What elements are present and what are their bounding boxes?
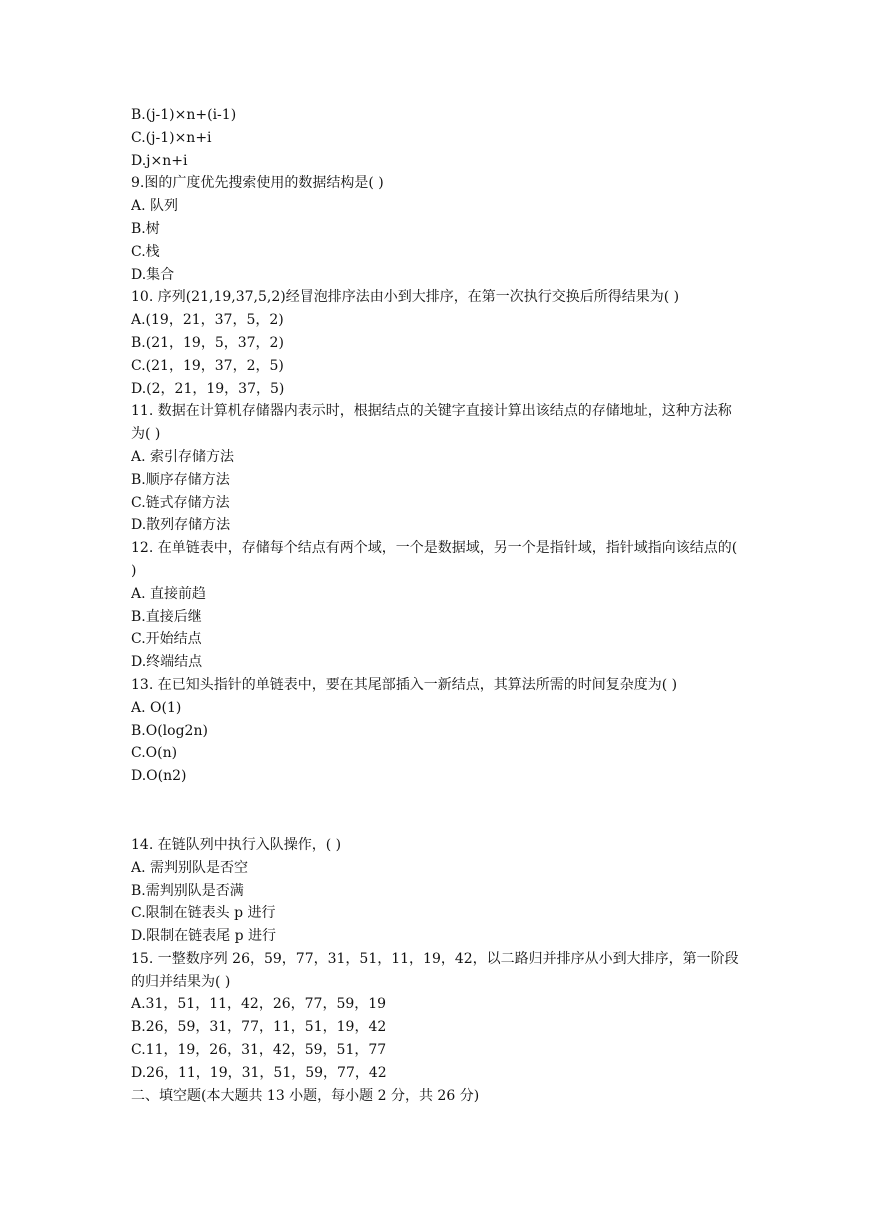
option-text: D.散列存储方法 xyxy=(131,517,231,534)
option-text: A. 直接前趋 xyxy=(131,585,207,602)
question-13 xyxy=(131,674,741,788)
option-text: B.O(log2n) xyxy=(131,722,208,739)
option-text: D.集合 xyxy=(131,266,175,283)
question-9 xyxy=(131,172,741,286)
option-text: B.(21，19，5，37，2) xyxy=(131,334,284,351)
option-text: A. 需判别队是否空 xyxy=(131,859,249,876)
option-group-q8 xyxy=(131,104,741,172)
option-text: C.11，19，26，31，42，59，51，77 xyxy=(131,1042,387,1059)
question-11 xyxy=(131,400,741,537)
question-15 xyxy=(131,948,741,1085)
text-line: B.(j-1)×n+(i-1) xyxy=(131,107,237,123)
option-text: B.树 xyxy=(131,220,160,237)
question-text: 10. 序列(21,19,37,5,2)经冒泡排序法由小到大排序，在第一次执行交换后所得结果为( ) xyxy=(131,289,680,306)
question-14 xyxy=(131,834,741,948)
document-body xyxy=(131,104,741,1107)
option-text: D.O(n2) xyxy=(131,768,187,785)
option-text: C.(21，19，37，2，5) xyxy=(131,357,284,374)
text-line: D.j×n+i xyxy=(131,152,188,169)
option-text: D.(2，21，19，37，5) xyxy=(131,380,285,397)
option-text: B.直接后继 xyxy=(131,608,202,625)
question-text: 14. 在链队列中执行入队操作，( ) xyxy=(131,836,342,853)
option-text: A.(19，21，37，5，2) xyxy=(131,312,284,329)
question-text: 13. 在已知头指针的单链表中，要在其尾部插入一新结点，其算法所需的时间复杂度为( ) xyxy=(131,676,678,693)
question-text: 15. 一整数序列 26，59，77，31，51，11，19，42，以二路归并排序从小到大排序，第一阶段的归并结果为( ) xyxy=(131,950,739,990)
option-text: D.限制在链表尾 p 进行 xyxy=(131,928,277,945)
section-heading: 二、填空题(本大题共 13 小题，每小题 2 分，共 26 分) xyxy=(131,1087,480,1104)
text-line: C.(j-1)×n+i xyxy=(131,129,212,146)
question-text: 11. 数据在计算机存储器内表示时，根据结点的关键字直接计算出该结点的存储地址，这种方法称为( ) xyxy=(131,403,732,443)
option-text: C.O(n) xyxy=(131,745,178,762)
option-text: C.栈 xyxy=(131,243,160,260)
option-text: B.26，59，31，77，11，51，19，42 xyxy=(131,1019,387,1036)
question-10 xyxy=(131,286,741,400)
option-text: C.链式存储方法 xyxy=(131,494,230,511)
option-text: A. O(1) xyxy=(131,699,182,716)
option-text: D.26，11，19，31，51，59，77，42 xyxy=(131,1064,387,1081)
question-text: 9.图的广度优先搜索使用的数据结构是( ) xyxy=(131,175,384,192)
blank-gap xyxy=(131,788,741,834)
option-text: C.限制在链表头 p 进行 xyxy=(131,905,276,922)
option-text: B.顺序存储方法 xyxy=(131,471,230,488)
question-12 xyxy=(131,537,741,674)
option-text: B.需判别队是否满 xyxy=(131,882,244,899)
question-text: 12. 在单链表中，存储每个结点有两个域，一个是数据域，另一个是指针域，指针域指向该结点的( ) xyxy=(131,540,738,579)
option-text: A. 队列 xyxy=(131,198,179,215)
option-text: D.终端结点 xyxy=(131,654,203,671)
option-text: C.开始结点 xyxy=(131,631,202,648)
option-text: A. 索引存储方法 xyxy=(131,448,235,465)
option-text: A.31，51，11，42，26，77，59，19 xyxy=(131,996,387,1013)
